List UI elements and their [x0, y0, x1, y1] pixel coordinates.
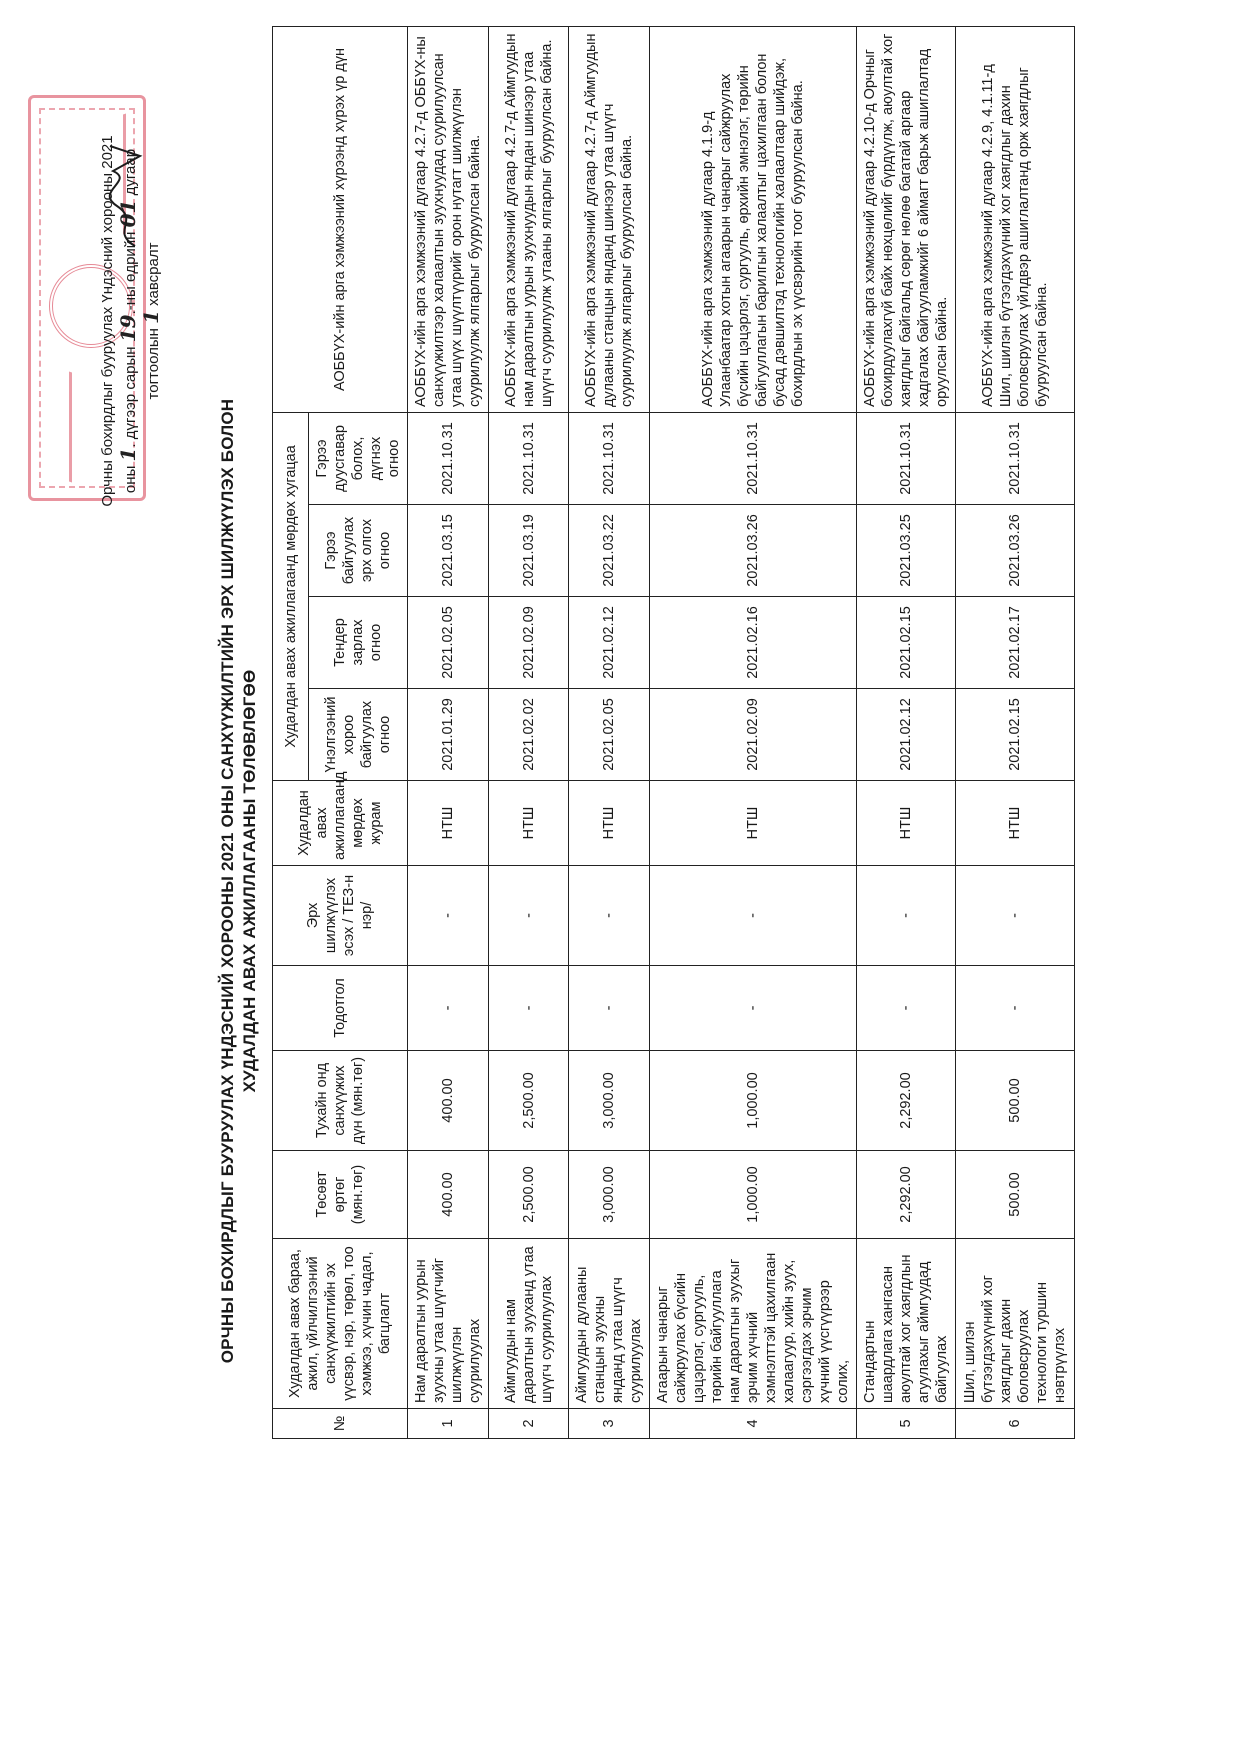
row-financing: 2,292.00	[857, 1051, 956, 1151]
row-budget: 1,000.00	[650, 1151, 857, 1239]
row-no: 2	[489, 1409, 569, 1439]
header-tender: Тендер зарлах огноо	[309, 597, 408, 689]
table-row	[956, 26, 1075, 1438]
procurement-plan-table	[272, 26, 1075, 1439]
row-result: АОББҮХ-ийн арга хэмжээний дугаар 4.2.10-д Орчныг бохирдуулахгүй байх нөхцөлийг бүрдүүлж, аюултай хог хаягдлыг байгальд сөрөг нөлөө багатай аргаар хадгалах байгууламжийг 6 аймагт барьж ашиглалтад оруулсан байна.	[857, 26, 956, 412]
row-transfer: -	[569, 866, 650, 966]
document-title-line-2: ХУДАЛДАН АВАХ АЖИЛЛАГААНЫ ТӨЛӨВЛӨГӨӨ	[240, 669, 259, 1093]
row-contract-end: 2021.10.31	[956, 412, 1075, 504]
row-contract-sign: 2021.03.25	[857, 505, 956, 597]
row-contract-sign: 2021.03.15	[408, 505, 489, 597]
signature-icon	[105, 141, 145, 251]
row-result: АОББҮХ-ийн арга хэмжээний дугаар 4.1.9-д Улаанбаатар хотын агаарын чанарыг сайжруулах бүсийн цэцэрлэг, сургууль, өрхийн эмнэлэг, төрийн байгууллагын барилгын халаалтыг цахилгаан болон бусад дэвшилтэд технологийн халаалтаар шийдэж, бохирдлын эх үүсвэрийн тоог бууруулсан байна.	[650, 26, 857, 412]
approval-line-3: тогтоолын 1 хавсралт	[139, 242, 163, 400]
document-title-line-1: ОРЧНЫ БОХИРДЛЫГ БУУРУУЛАХ ҮНДЭСНИЙ ХОРООНЫ 2021 ОНЫ САНХҮҮЖИЛТИЙН ЭРХ ШИЛЖҮҮЛЭХ БОЛОН	[218, 398, 237, 1364]
row-transfer: -	[857, 866, 956, 966]
row-no: 3	[569, 1409, 650, 1439]
row-transfer: -	[489, 866, 569, 966]
row-item: Аймгуудын нам даралтын зууханд утаа шүүгч суурилуулах	[489, 1239, 569, 1409]
row-tender: 2021.02.09	[489, 597, 569, 689]
row-no: 5	[857, 1409, 956, 1439]
table-row	[650, 26, 857, 1438]
table-row	[857, 26, 956, 1438]
row-committee: 2021.02.09	[650, 689, 857, 781]
header-transfer: Эрх шилжүүлэх эсэх / ТЕЗ-н нэр/	[273, 866, 408, 966]
row-contract-end: 2021.10.31	[569, 412, 650, 504]
row-spec: -	[569, 966, 650, 1051]
row-spec: -	[956, 966, 1075, 1051]
row-contract-end: 2021.10.31	[489, 412, 569, 504]
row-item: Шил, шилэн бүтээгдэхүүний хог хаягдлыг дахин боловсруулах технологи туршин нэвтрүүлэх	[956, 1239, 1075, 1409]
row-tender: 2021.02.05	[408, 597, 489, 689]
row-contract-end: 2021.10.31	[408, 412, 489, 504]
row-committee: 2021.02.02	[489, 689, 569, 781]
row-result: АОББҮХ-ийн арга хэмжээний дугаар 4.2.9, 4.1.11-д Шил, шилэн бүтээгдэхүүний хог хаягдлыг дахин боловсруулах үйлдвэр ашиглалтанд орж хаягдлыг бууруулсан байна.	[956, 26, 1075, 412]
row-spec: -	[857, 966, 956, 1051]
row-tender: 2021.02.12	[569, 597, 650, 689]
row-spec: -	[489, 966, 569, 1051]
row-committee: 2021.02.15	[956, 689, 1075, 781]
row-procedure: НТШ	[489, 781, 569, 866]
row-transfer: -	[408, 866, 489, 966]
row-financing: 1,000.00	[650, 1051, 857, 1151]
header-no: №	[273, 1409, 408, 1439]
row-procedure: НТШ	[569, 781, 650, 866]
row-no: 6	[956, 1409, 1075, 1439]
row-committee: 2021.02.05	[569, 689, 650, 781]
approval-line-1: Орчны бохирдлыг бууруулах Үндэсний хорооны 2021	[99, 135, 116, 507]
header-spec: Тодотгол	[273, 966, 408, 1051]
table-row	[489, 26, 569, 1438]
row-procedure: НТШ	[408, 781, 489, 866]
row-result: АОББҮХ-ийн арга хэмжээний дугаар 4.2.7-д Аймгуудын дулааны станцын янданд шинээр утаа шүүгч суурилуулж ялгарлыг бууруулсан байна.	[569, 26, 650, 412]
header-timeline-group: Худалдан авах ажиллагаанд мөрдөх хугацаа	[273, 412, 309, 780]
row-item: Нам даралтын уурын зуухны утаа шүүгчийг шилжүүлэн суурилуулах	[408, 1239, 489, 1409]
row-procedure: НТШ	[956, 781, 1075, 866]
row-item: Стандартын шаардлага хангасан аюултай хог хаягдлын агуулахыг аймгуудад байгуулах	[857, 1239, 956, 1409]
row-procedure: НТШ	[857, 781, 956, 866]
header-financing: Тухайн онд санхүүжих дүн (мян.төг)	[273, 1051, 408, 1151]
row-tender: 2021.02.17	[956, 597, 1075, 689]
header-procedure: Худалдан авах ажиллагаанд мөрдөх журам	[273, 781, 408, 866]
row-budget: 2,292.00	[857, 1151, 956, 1239]
row-financing: 3,000.00	[569, 1051, 650, 1151]
row-committee: 2021.02.12	[857, 689, 956, 781]
header-contract-end: Гэрээ дуусгавар болох, дүгнэх огноо	[309, 412, 408, 504]
row-spec: -	[650, 966, 857, 1051]
header-result: АОББҮХ-ийн арга хэмжээний хүрээнд хүрэх үр дүн	[273, 26, 408, 412]
row-budget: 3,000.00	[569, 1151, 650, 1239]
row-tender: 2021.02.16	[650, 597, 857, 689]
row-contract-sign: 2021.03.26	[956, 505, 1075, 597]
table-row	[408, 26, 489, 1438]
row-contract-end: 2021.10.31	[650, 412, 857, 504]
header-committee: Үнэлгээний хороо байгуулах огноо	[309, 689, 408, 781]
row-result: АОББҮХ-ийн арга хэмжээний дугаар 4.2.7-д ОББҮХ-ны санхүүжилтээр халаалтын зуухнуудад суурилуулсан утаа шүүх шүүлтүүрийг орон нутагт шилжүүлэн суурилуулж ялгарлыг бууруулсан байна.	[408, 26, 489, 412]
row-item: Аймгуудын дулааны станцын зуухны янданд утаа шүүгч суурилуулах	[569, 1239, 650, 1409]
header-budget: Төсөвт өртөг (мян.төг)	[273, 1151, 408, 1239]
row-contract-sign: 2021.03.26	[650, 505, 857, 597]
row-tender: 2021.02.15	[857, 597, 956, 689]
header-item: Худалдан авах бараа, ажил, үйлчилгээний санхүүжилтийн эх үүсвэр, нэр, төрөл, тоо хэмжээ, хүчин чадал, багцлалт	[273, 1239, 408, 1409]
row-committee: 2021.01.29	[408, 689, 489, 781]
row-no: 1	[408, 1409, 489, 1439]
row-transfer: -	[956, 866, 1075, 966]
row-contract-end: 2021.10.31	[857, 412, 956, 504]
row-contract-sign: 2021.03.22	[569, 505, 650, 597]
header-contract-sign: Гэрээ байгуулах эрх олгох огноо	[309, 505, 408, 597]
row-financing: 400.00	[408, 1051, 489, 1151]
row-procedure: НТШ	[650, 781, 857, 866]
row-financing: 2,500.00	[489, 1051, 569, 1151]
row-result: АОББҮХ-ийн арга хэмжээний дугаар 4.2.7-д Аймгуудын нам даралтын уурын зуухнуудын яндан шинээр утаа шүүгч суурилуулж утааны ялгарлыг бууруулсан байна.	[489, 26, 569, 412]
row-spec: -	[408, 966, 489, 1051]
row-budget: 400.00	[408, 1151, 489, 1239]
row-transfer: -	[650, 866, 857, 966]
row-financing: 500.00	[956, 1051, 1075, 1151]
table-row	[569, 26, 650, 1438]
row-item: Агаарын чанарыг сайжруулах бүсийн цэцэрлэг, сургууль, төрийн байгууллага нам даралтын зуухыг эрчим хүчний хэмнэлттэй цахилгаан халаагуур, хийн зуух, сэргээгдэх эрчим хүчний үүсгүүрээр солих,	[650, 1239, 857, 1409]
row-no: 4	[650, 1409, 857, 1439]
row-budget: 500.00	[956, 1151, 1075, 1239]
row-budget: 2,500.00	[489, 1151, 569, 1239]
row-contract-sign: 2021.03.19	[489, 505, 569, 597]
approval-line-2: оны 1. дүгээр сарын 19.-ны өдрийн 01 дугаар	[116, 148, 140, 494]
